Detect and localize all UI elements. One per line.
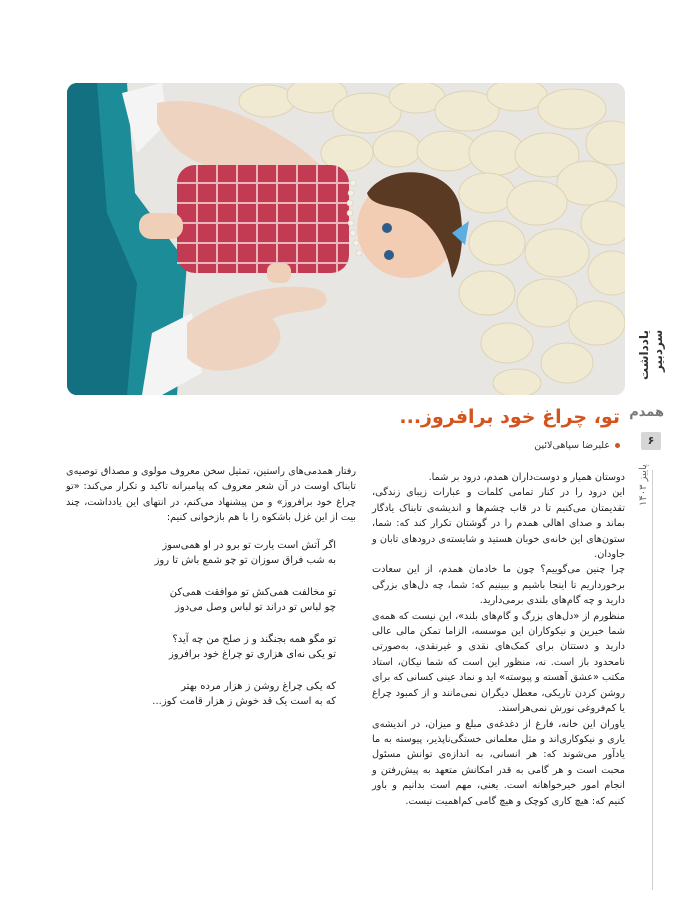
bullet-dot-icon: [615, 443, 620, 448]
paragraph: رفتار همدمی‌های راستین، تمثیل سخن معروف مولوی و مصداق توصیه‌ی تابناک اوست در آن شعر معروف که پیامبرانه تاکید و تکرار می‌کند: «تو چراغ خود برافروز» و من پیشنهاد می‌کنم، در انتهای این یادداشت، چند بیت از این غزل باشکوه را با هم بازخوانی کنیم:: [66, 466, 356, 524]
poem-line: تو یکی نه‌ای هزاری تو چراغ خود برافروز: [168, 649, 336, 661]
author-byline: [420, 440, 620, 451]
author-name: علیرضا سپاهی‌لائین: [534, 440, 610, 451]
paragraph: چرا چنین می‌گوییم؟ چون ما خادمان همدم، از این سعادت برخورداریم تا اینجا باشیم و ببینیم که: شما، چه دل‌های بزرگی دارید و چه گام‌های بلندی برمی‌دارید.: [372, 564, 625, 607]
magazine-logo: همدم: [629, 405, 664, 420]
poem-couplet: [66, 679, 336, 710]
issue-date: پاییز ۱۴۰۳: [638, 464, 649, 506]
poem-line: چو لباس تو دراند تو لباس وصل می‌دوز: [175, 602, 336, 614]
article-title: تو، چراغ خود برافروز...: [399, 406, 620, 428]
poem-line: که یکی چراغ روشن ز هزار مرده بهتر: [181, 680, 336, 692]
section-label: یادداشت سردبیر: [637, 330, 665, 380]
paragraph: یاوران این خانه، فارغ از دغدغه‌ی مبلغ و میزان، در اندیشه‌ی یاری و نیکوکاری‌اند و مثل معلمانی خستگی‌ناپذیر، پیوسته به ما یادآور می‌شوند که: هر انسانی، به اندازه‌ی توانش مسئول محبت است و هر گامی به قدر امکانش متعهد به پیش‌رفتن و انجام امور خیرخواهانه است. یعنی، مهم است بدانیم و باور کنیم که: هیچ کاری کوچک و هیچ گامی کم‌اهمیت نیست.: [372, 718, 625, 807]
poem: [66, 538, 336, 710]
article-column-right: [372, 470, 625, 809]
poem-line: که به است یک قد خوش ز هزار قامت کوز...: [152, 696, 336, 708]
poem-couplet: [66, 538, 336, 569]
paragraph: منظورم از «دل‌های بزرگ و گام‌های بلند»، این نیست که همه‌ی شما خیرین و نیکوکاران این موسسه، الزاما تمکن مالی عالی دارید و دستتان برای کمک‌های نقدی و غیرنقدی، به‌صورتی نامحدود باز است. نه، منظور این است که شما نیکان، استاد مکتب «عشق آهسته و پیوسته» اید و نماد عینی کسانی که برای روشن کردن تاریکی، معطل دیگران نمی‌مانند و از کمبود چراغ یا کم‌فروغی نورش نمی‌هراسند.: [372, 610, 625, 715]
poem-line: به شب فراق سوزان تو چو شمع باش تا روز: [154, 555, 336, 567]
paragraph: دوستان همیار و دوست‌داران همدم، درود بر شما.: [428, 472, 625, 483]
poem-line: تو مخالفت همی‌کش تو موافقت همی‌کن: [169, 586, 336, 598]
article-photo: [67, 83, 625, 395]
page-number: ۶: [641, 432, 661, 450]
poem-couplet: [66, 632, 336, 663]
article-column-left: [66, 464, 356, 726]
poem-couplet: [66, 585, 336, 616]
paragraph: این درود را در کنار تمامی کلمات و عبارات زیبای زندگی، تقدیمتان می‌کنیم تا در قاب چشم‌ها و اندیشه‌ی تابناک یادگار بماند و صدای اهالی همدم را در گوشتان تکرار کند که: شما، ستون‌های این خانه‌ی خوبان هستید و شایسته‌ی درودهای تابان و جاودان.: [372, 487, 625, 561]
poem-line: اگر آتش است یارت تو برو در او همی‌سوز: [162, 539, 336, 551]
margin-divider: [652, 470, 653, 890]
poem-line: تو مگو همه بجنگند و ز صلح من چه آید؟: [172, 633, 336, 645]
